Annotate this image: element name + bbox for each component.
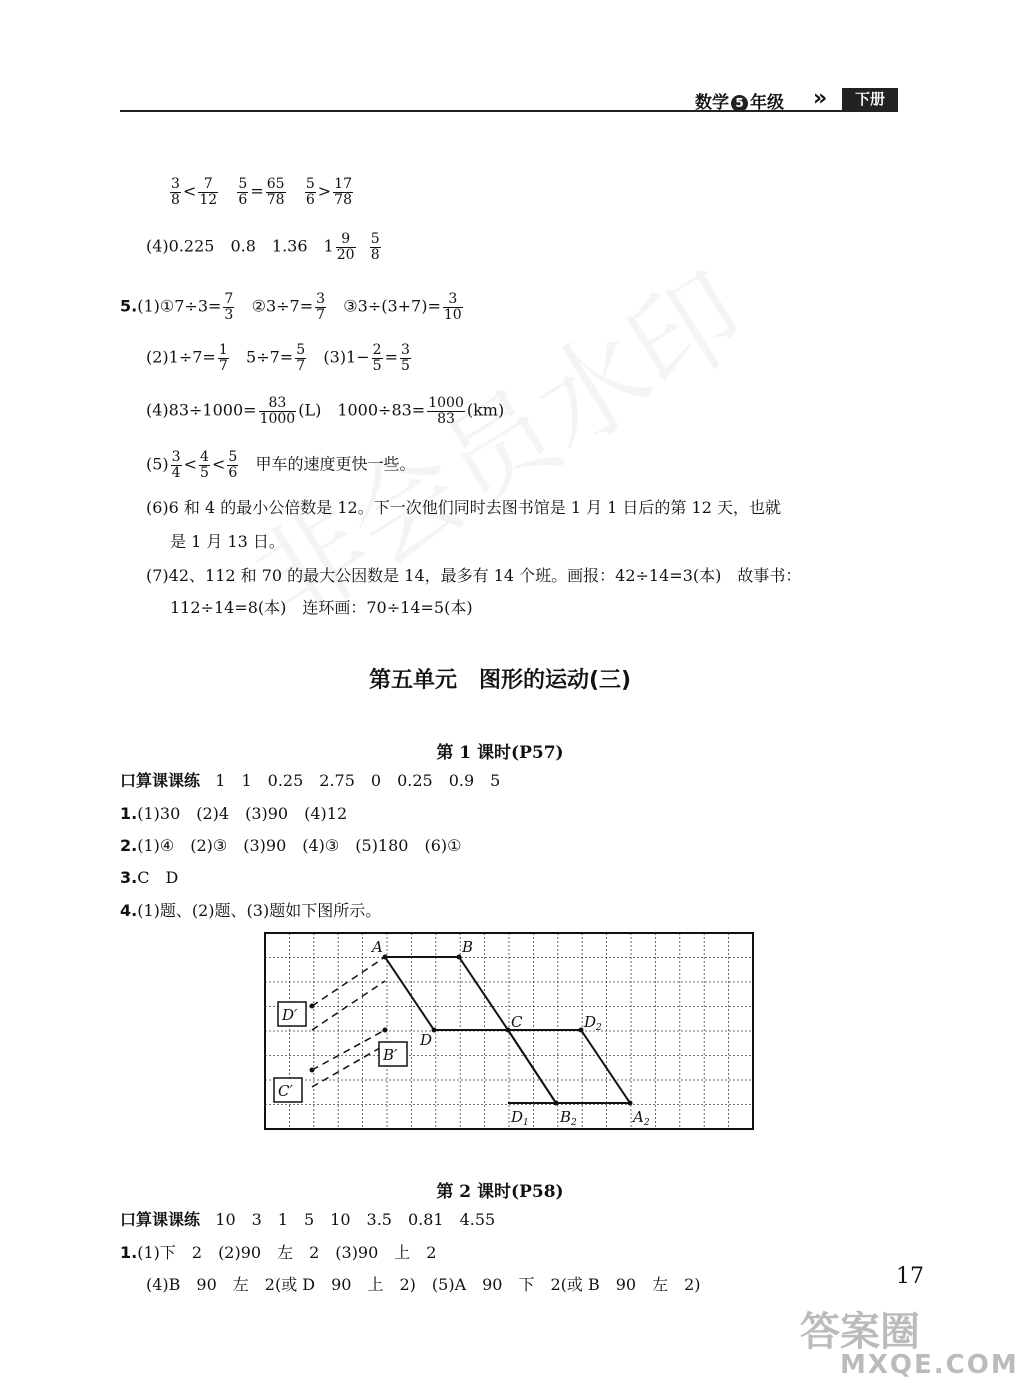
lesson-1-q2: 2.(1)④ (2)③ (3)90 (4)③ (5)180 (6)① [120, 836, 462, 855]
answer-line-5: (4)83÷1000= $\frac{83}{1000}$ (L) 1000÷83= $\frac{1000}{83}$ (km) [146, 395, 505, 427]
answer-line-10: 112÷14=8(本) 连环画：70÷14=5(本) [170, 598, 473, 617]
label-d2: $D_2$ [584, 1013, 602, 1033]
point-c [506, 1028, 511, 1033]
label-bprime: B′ [383, 1046, 398, 1064]
fraction: $\frac{7}{3}$ [224, 291, 234, 323]
label-d1: $D_1$ [511, 1108, 529, 1128]
header-title [695, 88, 784, 113]
answer-line-3: 5.(1)①7÷3= $\frac{7}{3}$ ②3÷7= $\frac{3}{7}$ ③3÷(3+7)= $\frac{3}{10}$ [120, 291, 462, 323]
answer-line-8: 是 1 月 13 日。 [170, 532, 285, 551]
answer-line-7: (6)6 和 4 的最小公倍数是 12。下一次他们同时去图书馆是 1 月 1 日后的第 12 天，也就 [146, 498, 781, 517]
fraction: $\frac{3}{10}$ [443, 291, 462, 323]
fraction: $\frac{3}{8}$ [171, 176, 180, 208]
fraction: $\frac{5}{7}$ [296, 342, 306, 374]
unit-title: 第五单元 图形的运动(三) [368, 668, 632, 693]
segment-c-d1 [508, 1030, 556, 1103]
fraction: $\frac{4}{5}$ [200, 449, 209, 481]
dashed-line-a-dprime [312, 957, 385, 1006]
fraction: $\frac{65}{78}$ [266, 176, 285, 208]
double-chevron-icon: » [813, 86, 828, 111]
label-d: D [420, 1031, 433, 1049]
dashed-line-dprime-d [312, 981, 385, 1030]
page-number: 17 [896, 1264, 924, 1289]
point-b [457, 955, 462, 960]
lesson-1-kousuan: 口算课课练 1 1 0.25 2.75 0 0.25 0.9 5 [120, 771, 501, 790]
answer-line-4: (2)1÷7= $\frac{1}{7}$ 5÷7= $\frac{5}{7}$ (3)1− $\frac{2}{5}$ = $\frac{3}{5}$ [146, 342, 410, 374]
fraction: $\frac{2}{5}$ [372, 342, 382, 374]
grade-number-badge: 5 [731, 95, 748, 112]
point-b2 [554, 1101, 559, 1106]
label-b: B [462, 938, 474, 956]
label-a2: $A_2$ [633, 1108, 650, 1128]
answer-line-1: $\frac{3}{8}$ < $\frac{7}{12}$ $\frac{5}{6}$ = $\frac{65}{78}$ $\frac{5}{6}$ > $\frac{17}{78}$ [171, 176, 352, 208]
site-logo-url: MXQE.COM [840, 1350, 1019, 1380]
lesson-1-q1: 1.(1)30 (2)4 (3)90 (4)12 [120, 804, 348, 823]
fraction: $\frac{1}{7}$ [218, 342, 228, 374]
fraction: $\frac{1000}{83}$ [428, 395, 464, 427]
header-grade: 年级 [750, 93, 784, 113]
lesson-2-q1: 1.(1)下 2 (2)90 左 2 (3)90 上 2 [120, 1243, 437, 1262]
header-volume-tag: 下册 [842, 88, 898, 110]
transformation-grid-figure [264, 932, 754, 1130]
point-d [432, 1028, 437, 1033]
label-a: A [372, 938, 383, 956]
lesson-2-title: 第 2 课时(P58) [436, 1182, 564, 1202]
parallelogram-original [385, 957, 508, 1030]
fraction: $\frac{3}{5}$ [400, 342, 410, 374]
label-b2: $B_2$ [560, 1108, 577, 1128]
label-dprime: D′ [282, 1006, 298, 1024]
lesson-1-title: 第 1 课时(P57) [436, 743, 564, 763]
dashed-line-cprime-bprime [312, 1045, 385, 1087]
point-bprime [383, 1028, 388, 1033]
point-cprime [310, 1068, 315, 1073]
point-a2 [628, 1101, 633, 1106]
fraction: $\frac{5}{8}$ [370, 231, 380, 263]
fraction: $\frac{9}{20}$ [336, 231, 355, 263]
fraction: $\frac{7}{12}$ [199, 176, 218, 208]
point-a [383, 955, 388, 960]
answer-line-9: (7)42、112 和 70 的最大公因数是 14，最多有 14 个班。画报：42÷14=3(本) 故事书： [146, 566, 802, 585]
fraction: $\frac{3}{4}$ [171, 449, 181, 481]
header-subject: 数学 [695, 93, 729, 113]
lesson-2-q1-continued: (4)B 90 左 2(或 D 90 上 2) (5)A 90 下 2(或 B 90 左 2) [146, 1275, 701, 1294]
fraction: $\frac{3}{7}$ [316, 291, 326, 323]
lesson-1-q4: 4.(1)题、(2)题、(3)题如下图所示。 [120, 901, 382, 920]
answer-line-6: (5) $\frac{3}{4}$ < $\frac{4}{5}$ < $\frac{5}{6}$ 甲车的速度更快一些。 [146, 449, 416, 481]
lesson-1-q3: 3.C D [120, 868, 179, 887]
answer-line-2: (4)0.225 0.8 1.36 1 $\frac{9}{20}$ $\frac{5}{8}$ [146, 231, 380, 263]
label-c: C [511, 1013, 523, 1031]
dashed-line-cprime-b [312, 1030, 385, 1070]
lesson-2-kousuan: 口算课课练 10 3 1 5 10 3.5 0.81 4.55 [120, 1210, 496, 1229]
site-logo: 答案圈 [800, 1309, 920, 1355]
point-d2 [579, 1028, 584, 1033]
fraction: $\frac{5}{6}$ [228, 449, 238, 481]
page-header [120, 88, 898, 114]
fraction: $\frac{5}{6}$ [305, 176, 315, 208]
point-dprime [310, 1004, 315, 1009]
fraction: $\frac{17}{78}$ [334, 176, 352, 208]
fraction: $\frac{83}{1000}$ [259, 395, 296, 427]
parallelogram-rotated [508, 1030, 630, 1103]
fraction: $\frac{5}{6}$ [238, 176, 248, 208]
label-cprime: C′ [278, 1082, 293, 1100]
